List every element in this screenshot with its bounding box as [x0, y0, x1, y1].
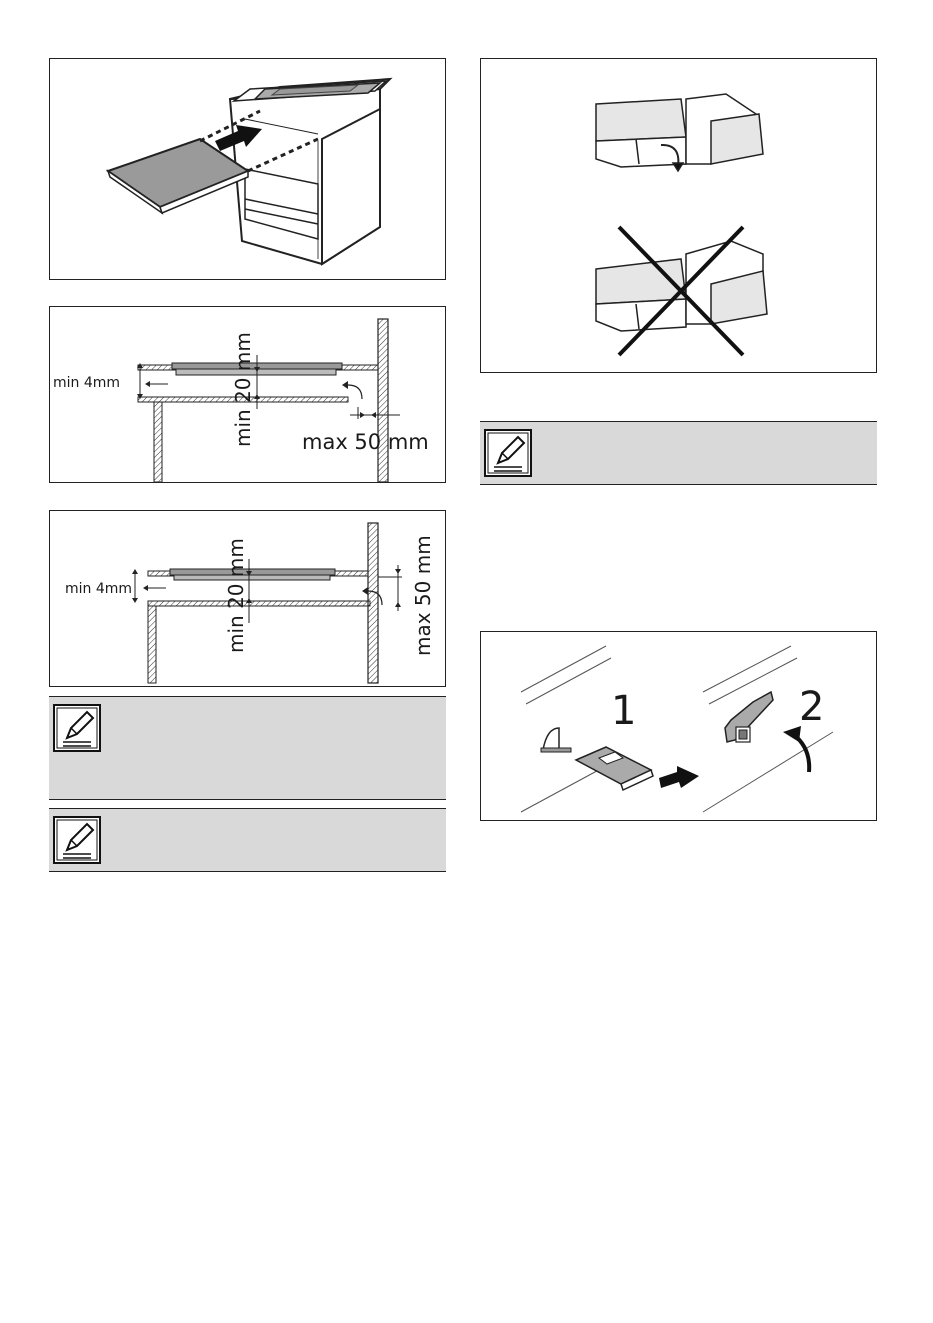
label-min-4mm: min 4mm	[65, 581, 133, 597]
clip-correct	[596, 94, 763, 171]
note-box-1	[49, 696, 446, 800]
label-min-20mm: min 20 mm	[231, 332, 255, 447]
section-diagram-2	[50, 511, 447, 688]
pencil-note-icon	[53, 816, 101, 864]
pencil-note-icon	[53, 704, 101, 752]
step-number-1: 1	[611, 688, 637, 734]
note-box-2	[49, 808, 446, 872]
note-box-3	[480, 421, 877, 485]
figure-bracket-steps	[480, 631, 877, 821]
bracket-illustration	[481, 632, 878, 822]
step-number-2: 2	[799, 684, 825, 730]
cabinet-illustration	[50, 59, 447, 281]
label-min-20mm: min 20 mm	[224, 538, 248, 653]
section-diagram-1	[50, 307, 447, 484]
figure-clip-joint	[480, 58, 877, 373]
clip-joint-illustration	[481, 59, 878, 374]
figure-section-vertical	[49, 510, 446, 687]
clip-incorrect	[596, 241, 767, 331]
label-max-50mm: max 50 mm	[302, 430, 429, 454]
figure-section-horizontal	[49, 306, 446, 483]
label-min-4mm: min 4mm	[53, 375, 121, 391]
pencil-note-icon	[484, 429, 532, 477]
label-max-50mm: max 50 mm	[411, 535, 435, 656]
figure-cabinet-panel	[49, 58, 446, 280]
